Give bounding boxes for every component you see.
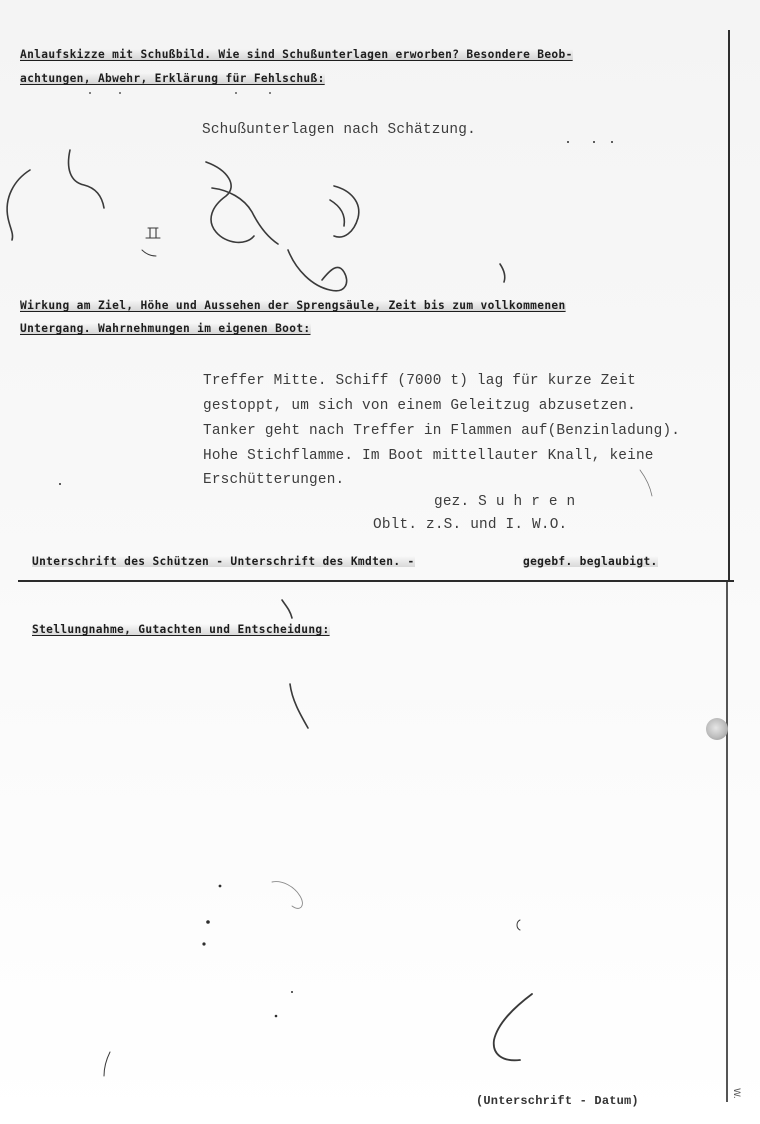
sketch-stroke <box>272 882 302 909</box>
section2-label-line2: Untergang. Wahrnehmungen im eigenen Boot: <box>20 322 311 335</box>
margin-mark: W. <box>731 1088 741 1099</box>
right-border-lower <box>726 582 728 1102</box>
report-line-1: Treffer Mitte. Schiff (7000 t) lag für kurze Zeit <box>203 373 636 389</box>
section1-label-line2: achtungen, Abwehr, Erklärung für Fehlschuß: <box>20 72 325 85</box>
sketch-stroke <box>206 162 254 242</box>
section-divider-rule <box>18 580 734 582</box>
scan-speck <box>567 141 569 143</box>
certified-label: gegebf. beglaubigt. <box>523 555 658 568</box>
scan-speck <box>119 92 121 94</box>
sketch-stroke <box>290 684 308 728</box>
section3-label: Stellungnahme, Gutachten und Entscheidung: <box>32 623 330 636</box>
scan-speck <box>206 920 210 924</box>
scan-speck <box>269 92 271 94</box>
report-line-3: Tanker geht nach Treffer in Flammen auf(Benzinladung). <box>203 423 681 439</box>
scan-speck <box>235 92 237 94</box>
signature-date-caption: (Unterschrift - Datum) <box>476 1094 639 1108</box>
scan-speck <box>219 885 222 888</box>
scan-speck <box>202 942 205 945</box>
scan-speck <box>611 141 613 143</box>
right-border-upper <box>728 30 730 580</box>
report-line-2: gestoppt, um sich von einem Geleitzug abzusetzen. <box>203 398 636 414</box>
sketch-stroke <box>500 264 505 282</box>
sketch-stroke <box>146 228 160 238</box>
scan-speck <box>275 1015 278 1018</box>
report-line-5: Erschütterungen. <box>203 472 345 488</box>
sketch-stroke <box>334 186 359 237</box>
sketch-stroke <box>282 600 292 618</box>
shot-data-note: Schußunterlagen nach Schätzung. <box>202 122 476 138</box>
sketch-stroke <box>494 994 532 1060</box>
sketch-stroke <box>517 920 520 930</box>
sketch-stroke <box>212 188 278 244</box>
signature-name: gez. S u h r e n <box>434 494 576 510</box>
scan-speck <box>59 483 61 485</box>
sketch-stroke <box>330 200 344 226</box>
sketch-stroke <box>69 150 104 208</box>
scan-speck <box>89 92 91 94</box>
sketch-stroke <box>640 470 652 496</box>
sketch-stroke <box>7 170 30 240</box>
scan-speck <box>593 141 595 143</box>
scan-speck <box>291 991 293 993</box>
report-line-4: Hohe Stichflamme. Im Boot mittellauter Knall, keine <box>203 448 654 464</box>
section1-label-line1: Anlaufskizze mit Schußbild. Wie sind Schußunterlagen erworben? Besondere Beob- <box>20 48 573 61</box>
signature-rank: Oblt. z.S. und I. W.O. <box>373 517 568 533</box>
punch-hole <box>706 718 728 740</box>
signature-row-label: Unterschrift des Schützen - Unterschrift des Kmdten. - <box>32 555 415 568</box>
section2-label-line1: Wirkung am Ziel, Höhe und Aussehen der Sprengsäule, Zeit bis zum vollkommenen <box>20 299 566 312</box>
sketch-stroke <box>288 250 347 291</box>
sketch-stroke <box>104 1052 110 1076</box>
sketch-stroke <box>142 250 156 256</box>
